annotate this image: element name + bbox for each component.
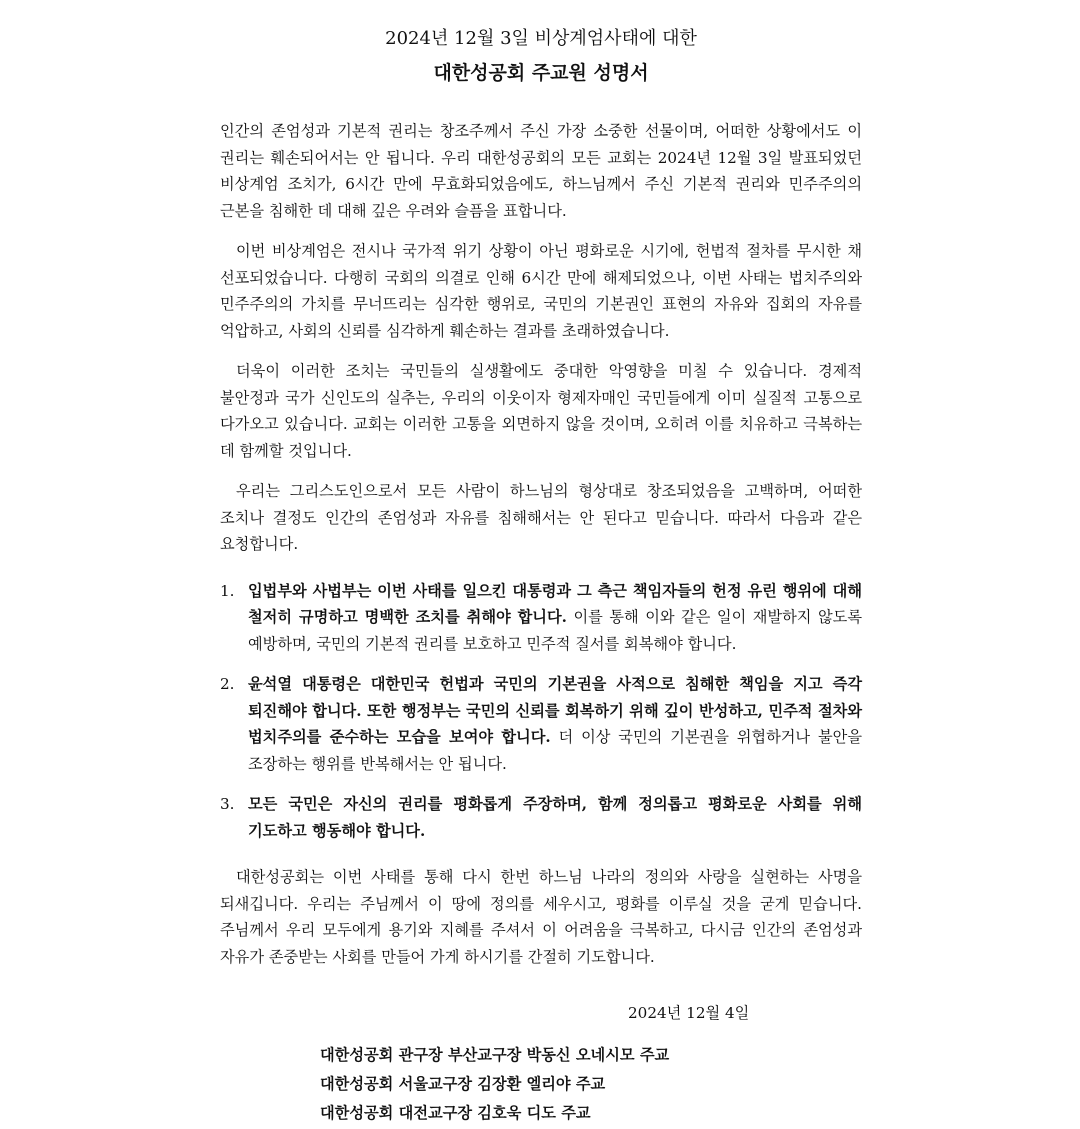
paragraph-impact: 더욱이 이러한 조치는 국민들의 실생활에도 중대한 악영향을 미칠 수 있습니다. 경제적 불안정과 국가 신인도의 실추는, 우리의 이웃이자 형제자매인 국민들에게 이미 실질적 고통으로 다가오고 있습니다. 교회는 이러한 고통을 외면하지 않을 것이며, 오히려 이를 치유하고 극복하는 데 함께할 것입니다. [220, 362, 863, 460]
document-title: 대한성공회 주교원 성명서 [433, 62, 649, 84]
request-list [220, 578, 862, 845]
paragraph-martial-law: 이번 비상계엄은 전시나 국가적 위기 상황이 아닌 평화로운 시기에, 헌법적 절차를 무시한 채 선포되었습니다. 다행히 국회의 의결로 인해 6시간 만에 해제되었으나, 이번 사태는 법치주의와 민주주의의 가치를 무너뜨리는 심각한 행위로, 국민의 기본권인 표현의 자유와 집회의 자유를 억압하고, 사회의 신뢰를 심각하게 훼손하는 결과를 초래하였습니다. [220, 242, 862, 340]
request-item [220, 791, 862, 844]
statement-date: 2024년 12월 4일 [628, 1004, 750, 1022]
request-bold-text: 모든 국민은 자신의 권리를 평화롭게 주장하며, 함께 정의롭고 평화로운 사회를 위해 기도하고 행동해야 합니다. [248, 795, 862, 840]
request-number: 1. [220, 581, 235, 600]
request-number: 2. [220, 675, 235, 693]
paragraph-closing: 대한성공회는 이번 사태를 통해 다시 한번 하느님 나라의 정의와 사랑을 실현하는 사명을 되새깁니다. 우리는 주님께서 이 땅에 정의를 세우시고, 평화를 이루실 것을 굳게 믿습니다. 주님께서 우리 모두에게 용기와 지혜를 주셔서 이 어려움을 극복하고, 다시금 인간의 존엄성과 자유가 존중받는 사회를 만들어 가게 하시기를 간절히 기도합니다. [220, 868, 862, 966]
signer-list [320, 1042, 862, 1127]
paragraph-intro: 인간의 존엄성과 기본적 권리는 창조주께서 주신 가장 소중한 선물이며, 어떠한 상황에서도 이 권리는 훼손되어서는 안 됩니다. 우리 대한성공회의 모든 교회는 2024년 12월 3일 발표되었던 비상계엄 조치가, 6시간 만에 무효화되었음에도, 하느님께서 주신 기본적 권리와 민주주의의 근본을 침해한 데 대해 깊은 우려와 슬픔을 표합니다. [220, 122, 862, 220]
request-text: 더 이상 국민의 기본권을 위협하거나 불안을 조장하는 행위를 반복해서는 안 됩니다. [248, 728, 862, 773]
request-text: 이를 통해 이와 같은 일이 재발하지 않도록 예방하며, 국민의 기본적 권리를 보호하고 민주적 질서를 회복해야 합니다. [248, 608, 863, 653]
document-subtitle: 2024년 12월 3일 비상계엄사태에 대한 [385, 28, 697, 49]
request-number: 3. [220, 795, 235, 813]
request-bold-text: 입법부와 사법부는 이번 사태를 일으킨 대통령과 그 측근 책임자들의 헌정 유린 행위에 대해 철저히 규명하고 명백한 조치를 취해야 합니다. [248, 581, 862, 626]
request-item [220, 671, 862, 777]
signer-name: 대한성공회 서울교구장 김장환 엘리야 주교 [320, 1075, 606, 1093]
signer-name: 대한성공회 관구장 부산교구장 박동신 오네시모 주교 [320, 1046, 670, 1064]
signer-name: 대한성공회 대전교구장 김호욱 디도 주교 [320, 1104, 591, 1122]
paragraph-confession: 우리는 그리스도인으로서 모든 사람이 하느님의 형상대로 창조되었음을 고백하며, 어떠한 조치나 결정도 인간의 존엄성과 자유를 침해해서는 안 된다고 믿습니다. 따라서 다음과 같은 요청합니다. [220, 482, 862, 553]
statement-document [220, 26, 862, 1129]
request-item [220, 578, 862, 658]
request-bold-text: 윤석열 대통령은 대한민국 헌법과 국민의 기본권을 사적으로 침해한 책임을 지고 즉각 퇴진해야 합니다. 또한 행정부는 국민의 신뢰를 회복하기 위해 깊이 반성하고, 민주적 절차와 법치주의를 준수하는 모습을 보여야 합니다. [248, 675, 862, 746]
